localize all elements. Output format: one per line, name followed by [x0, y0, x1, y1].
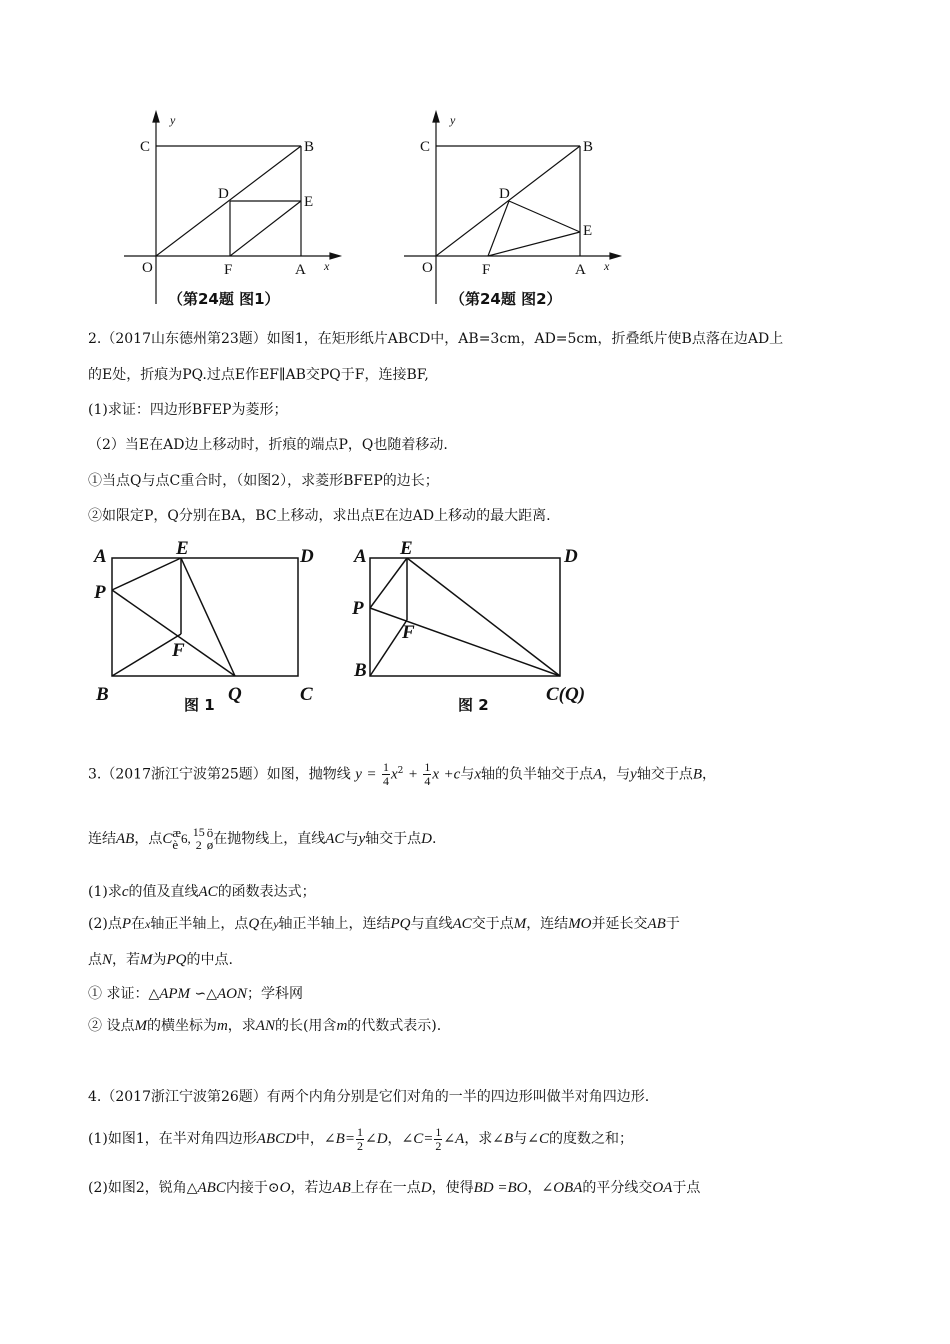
- point-label-C: C: [420, 139, 431, 155]
- point-label-A: A: [354, 546, 367, 567]
- point-label-C: C: [140, 139, 151, 155]
- fraction-1-2: $\frac{1}{2}$: [356, 1124, 363, 1153]
- point-label-E: E: [176, 538, 189, 559]
- point-label-E: E: [304, 194, 314, 210]
- coord-paren-right: ö ø: [206, 825, 214, 852]
- point-label-E: E: [400, 538, 413, 559]
- math-plus-c: +c: [443, 766, 461, 783]
- x-axis-label: x: [324, 259, 330, 273]
- point-label-Q: Q: [228, 684, 242, 705]
- q4-intro: 4.（2017浙江宁波第26题）有两个内角分别是它们对角的一半的四边形叫做半对角四边形.: [88, 1089, 650, 1105]
- q3-sub1: ① 求证：△APM ∽△AON；学科网: [88, 986, 303, 1002]
- rectangle-fold-diagram-2: [350, 534, 610, 716]
- figure-caption: 图 2: [458, 696, 489, 714]
- segment-FE: [230, 201, 301, 256]
- figure-q1-fig2: [398, 108, 628, 318]
- point-label-B: B: [96, 684, 109, 705]
- point-label-F: F: [402, 622, 415, 643]
- q2-line2: 的E处，折痕为PQ.过点E作EF∥AB交PQ于F，连接BF,: [88, 367, 429, 383]
- point-label-D: D: [300, 546, 314, 567]
- fraction-15-2: 15 2: [192, 825, 205, 852]
- q3-part2: (2)点P在x轴正半轴上，点Q在y轴正半轴上，连结PQ与直线AC交于点M，连结MO并延长交AB于: [88, 916, 680, 932]
- figure-caption: （第24题 图1）: [168, 290, 280, 308]
- coord-paren-left: æ è: [172, 825, 182, 852]
- point-label-F: F: [224, 262, 233, 278]
- point-label-D: D: [218, 186, 229, 202]
- point-label-E: E: [583, 223, 593, 239]
- q3-part2-cont: 点N，若M为PQ的中点.: [88, 952, 233, 968]
- segment-PQ: [112, 590, 235, 676]
- segment-BF: [112, 634, 181, 676]
- figure-q2-fig1: [88, 534, 338, 716]
- q2-part2: （2）当E在AD边上移动时，折痕的端点P，Q也随着移动.: [88, 437, 448, 453]
- math-equals: =: [366, 766, 377, 783]
- x-axis-arrow: [330, 253, 340, 259]
- fraction-1-4-b: $\frac{1}{4}$: [424, 760, 431, 789]
- point-label-O: O: [142, 260, 153, 276]
- segment-DF: [488, 201, 509, 256]
- point-label-P: P: [94, 582, 106, 603]
- figure-q2-fig2: [350, 534, 610, 716]
- coord-six: 6,: [181, 831, 191, 846]
- x-axis-label: x: [604, 259, 610, 273]
- point-label-B: B: [304, 139, 315, 155]
- y-axis-label: y: [450, 113, 456, 127]
- math-exponent: 2: [397, 766, 404, 776]
- q2-part1: (1)求证：四边形BFEP为菱形；: [88, 402, 288, 418]
- rectangle-ABCD: [370, 558, 560, 676]
- point-label-CQ: C(Q): [546, 684, 586, 705]
- y-axis-arrow: [153, 112, 159, 122]
- q2-part2a: ①当点Q与点C重合时，（如图2），求菱形BFEP的边长；: [88, 473, 439, 489]
- segment-PE: [112, 558, 181, 590]
- point-label-B: B: [354, 660, 367, 681]
- coordinate-diagram-2: [398, 108, 628, 318]
- coordinate-diagram-1: [118, 108, 348, 318]
- q3-sub2: ② 设点M的横坐标为m，求AN的长(用含m的代数式表示).: [88, 1018, 442, 1034]
- x-axis-arrow: [610, 253, 620, 259]
- point-label-F: F: [482, 262, 491, 278]
- point-label-D: D: [564, 546, 578, 567]
- q2-line1: 2.（2017山东德州第23题）如图1，在矩形纸片ABCD中，AB=3cm，AD=5cm，折叠纸片使B点落在边AD上: [88, 331, 784, 347]
- figure-q1-fig1: [118, 108, 348, 318]
- figure-caption: （第24题 图2）: [450, 290, 562, 308]
- q2-part2b: ②如限定P，Q分别在BA，BC上移动，求出点E在边AD上移动的最大距离.: [88, 508, 551, 524]
- segment-DE: [509, 201, 580, 232]
- fraction-1-2-b: $\frac{1}{2}$: [435, 1124, 442, 1153]
- math-y: y: [355, 766, 362, 783]
- point-label-C: C: [300, 684, 313, 705]
- point-label-O: O: [422, 260, 433, 276]
- segment-EQ: [181, 558, 235, 676]
- point-label-A: A: [94, 546, 107, 567]
- q3-line1: 3.（2017浙江宁波第25题）如图，抛物线 y = $\frac{1}{4}$ $x^2$ + $\frac{1}{4}$ x +c与x轴的负半轴交于点A，与y轴交于点B，: [88, 760, 716, 789]
- segment-PE: [370, 558, 407, 608]
- q3-part1: (1)求c的值及直线AC的函数表达式；: [88, 884, 316, 900]
- math-x: x: [432, 766, 440, 783]
- math-x: x: [390, 766, 398, 783]
- q3-intro: 3.（2017浙江宁波第25题）如图，抛物线: [88, 766, 351, 783]
- segment-PC: [370, 608, 560, 676]
- q4-part1: (1)如图1，在半对角四边形ABCD中，∠B= $\frac{1}{2}$ ∠D，∠C= $\frac{1}{2}$ ∠A，求∠B与∠C的度数之和；: [88, 1124, 633, 1153]
- y-axis-arrow: [433, 112, 439, 122]
- figure-caption: 图 1: [184, 696, 215, 714]
- rectangle-fold-diagram-1: [88, 534, 338, 716]
- point-label-D: D: [499, 186, 510, 202]
- math-plus: +: [407, 766, 418, 783]
- point-label-F: F: [172, 640, 185, 661]
- q4-part2: (2)如图2，锐角△ABC内接于⊙O，若边AB上存在一点D，使得BD =BO，∠OBA的平分线交OA于点: [88, 1180, 701, 1196]
- point-label-B: B: [583, 139, 594, 155]
- point-label-A: A: [575, 262, 586, 278]
- y-axis-label: y: [170, 113, 176, 127]
- fraction-1-4: $\frac{1}{4}$: [382, 760, 389, 789]
- q3-line2: 连结AB，点C æ è 6, 15 2 ö ø 在抛物线上，直线AC与y轴交于点D.: [88, 825, 437, 852]
- segment-FE: [488, 232, 580, 256]
- point-label-P: P: [352, 598, 364, 619]
- point-label-A: A: [295, 262, 306, 278]
- segment-EC: [407, 558, 560, 676]
